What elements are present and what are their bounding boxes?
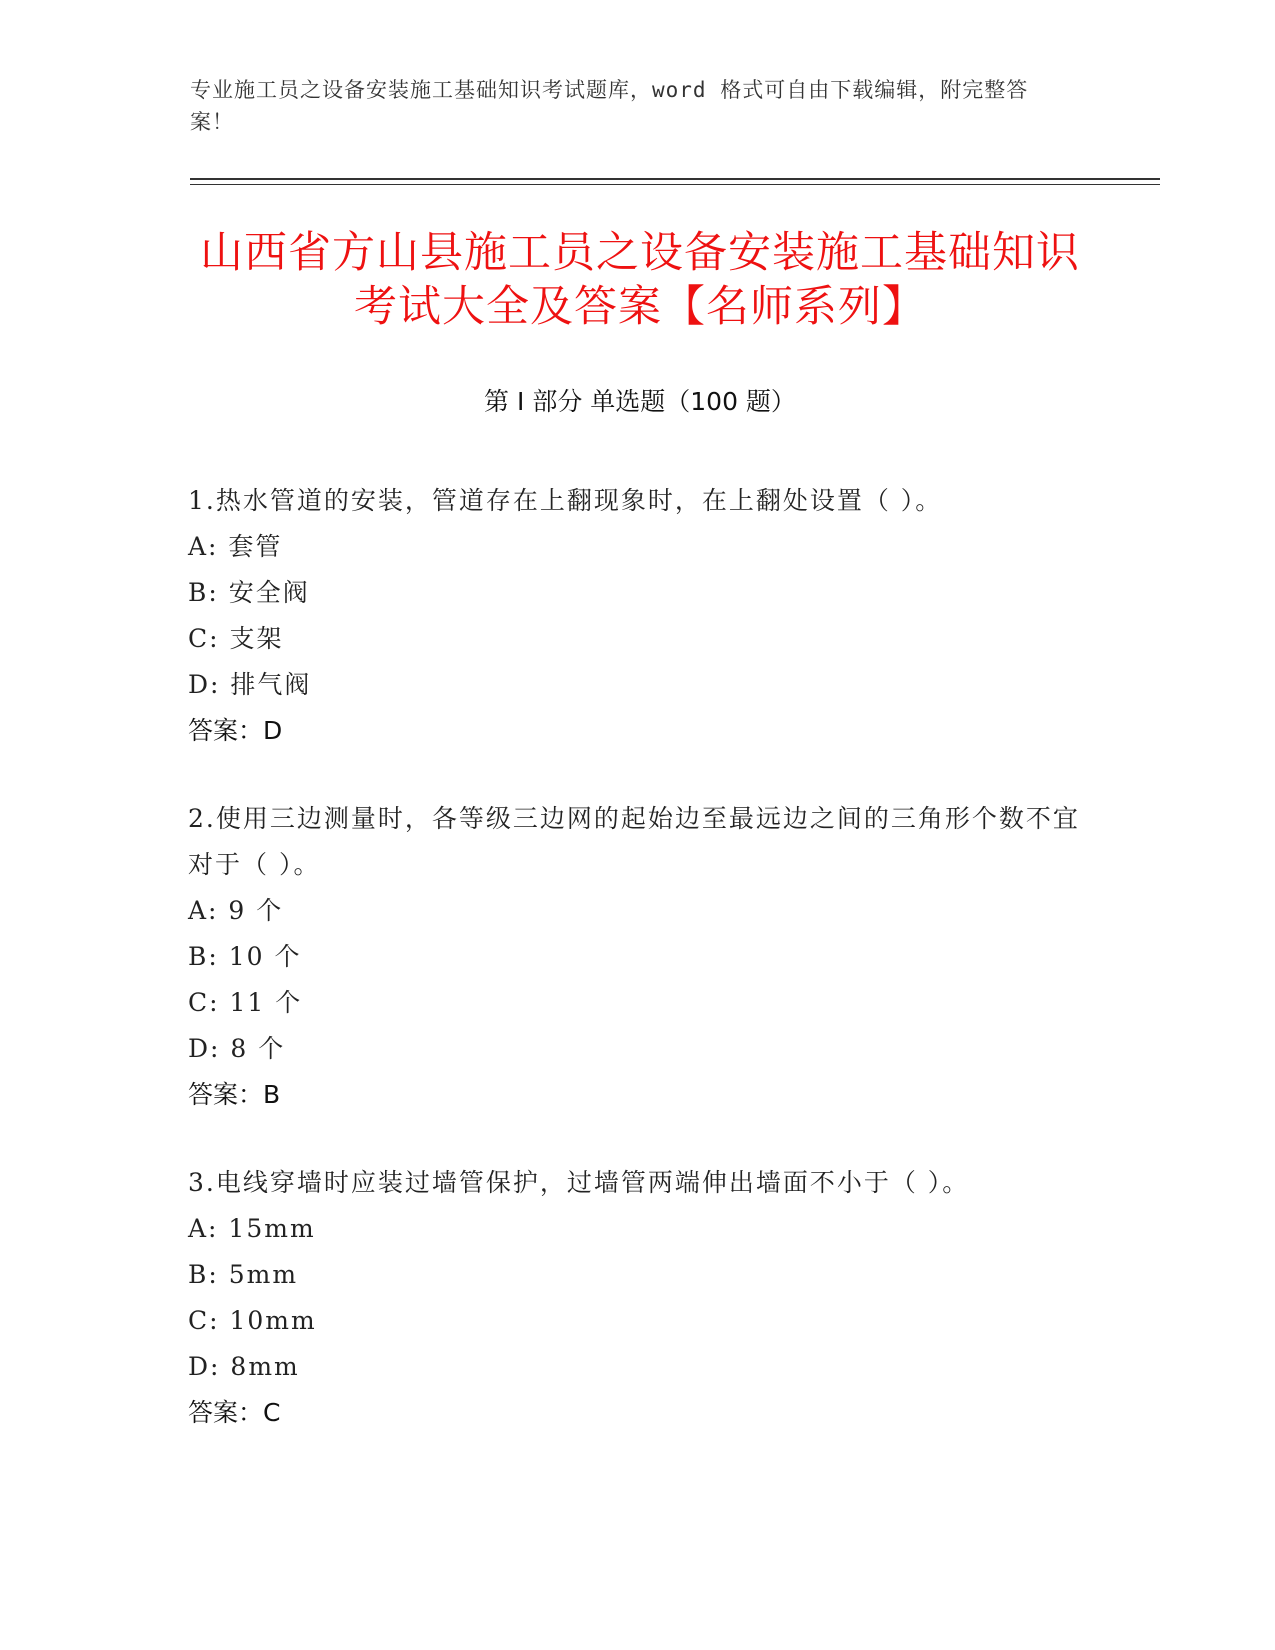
question-item (188, 796, 1088, 1118)
option-b: B: 安全阀 (188, 578, 310, 607)
option-c: C: 支架 (188, 624, 284, 653)
header-note: 专业施工员之设备安装施工基础知识考试题库，word 格式可自由下载编辑，附完整答案！ (190, 78, 1029, 134)
answer-line: 答案：D (188, 716, 283, 745)
question-stem: 3.电线穿墙时应装过墙管保护，过墙管两端伸出墙面不小于（ ）。 (188, 1168, 970, 1197)
option-a: A: 9 个 (188, 896, 284, 925)
question-item (188, 478, 1088, 754)
option-d: D: 8 个 (188, 1034, 286, 1063)
option-b: B: 10 个 (188, 942, 302, 971)
document-title: 山西省方山县施工员之设备安装施工基础知识考试大全及答案【名师系列】 (200, 228, 1080, 332)
question-stem: 1.热水管道的安装，管道存在上翻现象时，在上翻处设置（ ）。 (188, 486, 943, 515)
option-c: C: 11 个 (188, 988, 303, 1017)
option-d: D: 排气阀 (188, 670, 312, 699)
option-d: D: 8mm (188, 1352, 300, 1381)
section-title: 第 I 部分 单选题（100 题） (484, 387, 796, 416)
question-list (188, 478, 1088, 1478)
header-divider-thin (190, 184, 1160, 185)
option-c: C: 10mm (188, 1306, 317, 1335)
question-item (188, 1160, 1088, 1436)
answer-line: 答案：C (188, 1398, 281, 1427)
option-a: A: 15mm (188, 1214, 316, 1243)
question-stem: 2.使用三边测量时，各等级三边网的起始边至最远边之间的三角形个数不宜对于（ ）。 (188, 804, 1080, 879)
header-divider-thick (190, 178, 1160, 180)
option-a: A: 套管 (188, 532, 283, 561)
option-b: B: 5mm (188, 1260, 299, 1289)
answer-line: 答案：B (188, 1080, 281, 1109)
